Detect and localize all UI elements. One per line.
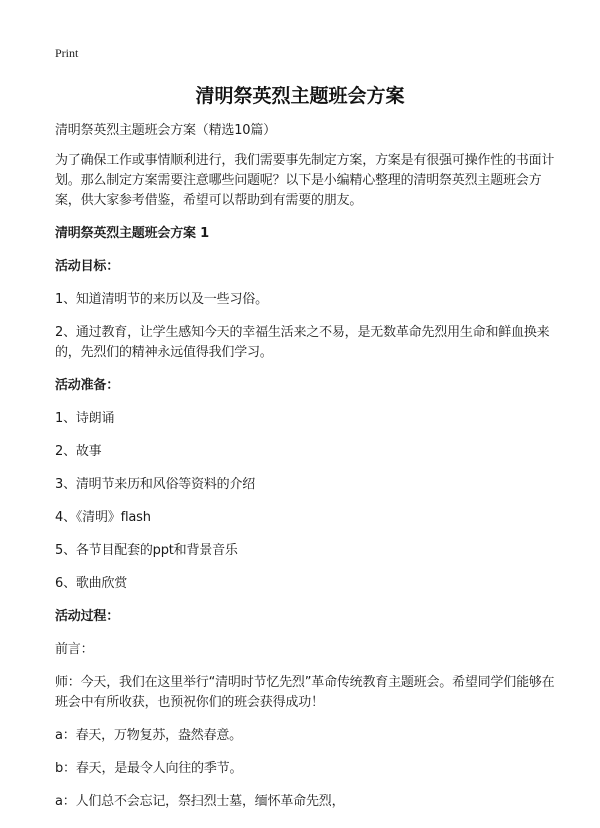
process-heading: 活动过程： <box>55 609 120 624</box>
prep-item: 4、《清明》flash <box>55 510 151 525</box>
prep-heading: 活动准备： <box>55 378 120 393</box>
section-title: 清明祭英烈主题班会方案 1 <box>55 226 209 241</box>
prep-item: 6、歌曲欣赏 <box>55 576 128 591</box>
document-title: 清明祭英烈主题班会方案 <box>195 85 405 107</box>
print-link[interactable]: Print <box>55 46 79 60</box>
goal-item: 1、知道清明节的来历以及一些习俗。 <box>55 292 268 307</box>
prep-item: 2、故事 <box>55 444 102 459</box>
intro-paragraph: 为了确保工作或事情顺利进行，我们需要事先制定方案，方案是有很强可操作性的书面计划。那么制定方案需要注意哪些问题呢？以下是小编精心整理的清明祭英烈主题班会方案，供大家参考借鉴，希望可以帮助到有需要的朋友。 <box>55 153 555 208</box>
prep-item: 1、诗朗诵 <box>55 411 115 426</box>
preface-label: 前言： <box>55 642 94 657</box>
document-subtitle: 清明祭英烈主题班会方案（精选10篇） <box>55 123 276 138</box>
dialogue-line: a：春天，万物复苏，盎然春意。 <box>55 728 242 743</box>
dialogue-line: a：人们总不会忘记，祭扫烈士墓，缅怀革命先烈， <box>55 794 345 809</box>
prep-item: 3、清明节来历和风俗等资料的介绍 <box>55 477 256 492</box>
goals-heading: 活动目标： <box>55 259 120 274</box>
goal-item: 2、通过教育，让学生感知今天的幸福生活来之不易，是无数革命先烈用生命和鲜血换来的，先烈们的精神永远值得我们学习。 <box>55 325 550 360</box>
dialogue-line: b：春天，是最令人向往的季节。 <box>55 761 243 776</box>
prep-item: 5、各节目配套的ppt和背景音乐 <box>55 543 238 558</box>
teacher-line: 师：今天，我们在这里举行“清明时节忆先烈”革命传统教育主题班会。希望同学们能够在班会中有所收获，也预祝你们的班会获得成功！ <box>55 675 555 710</box>
document-body <box>55 121 555 812</box>
